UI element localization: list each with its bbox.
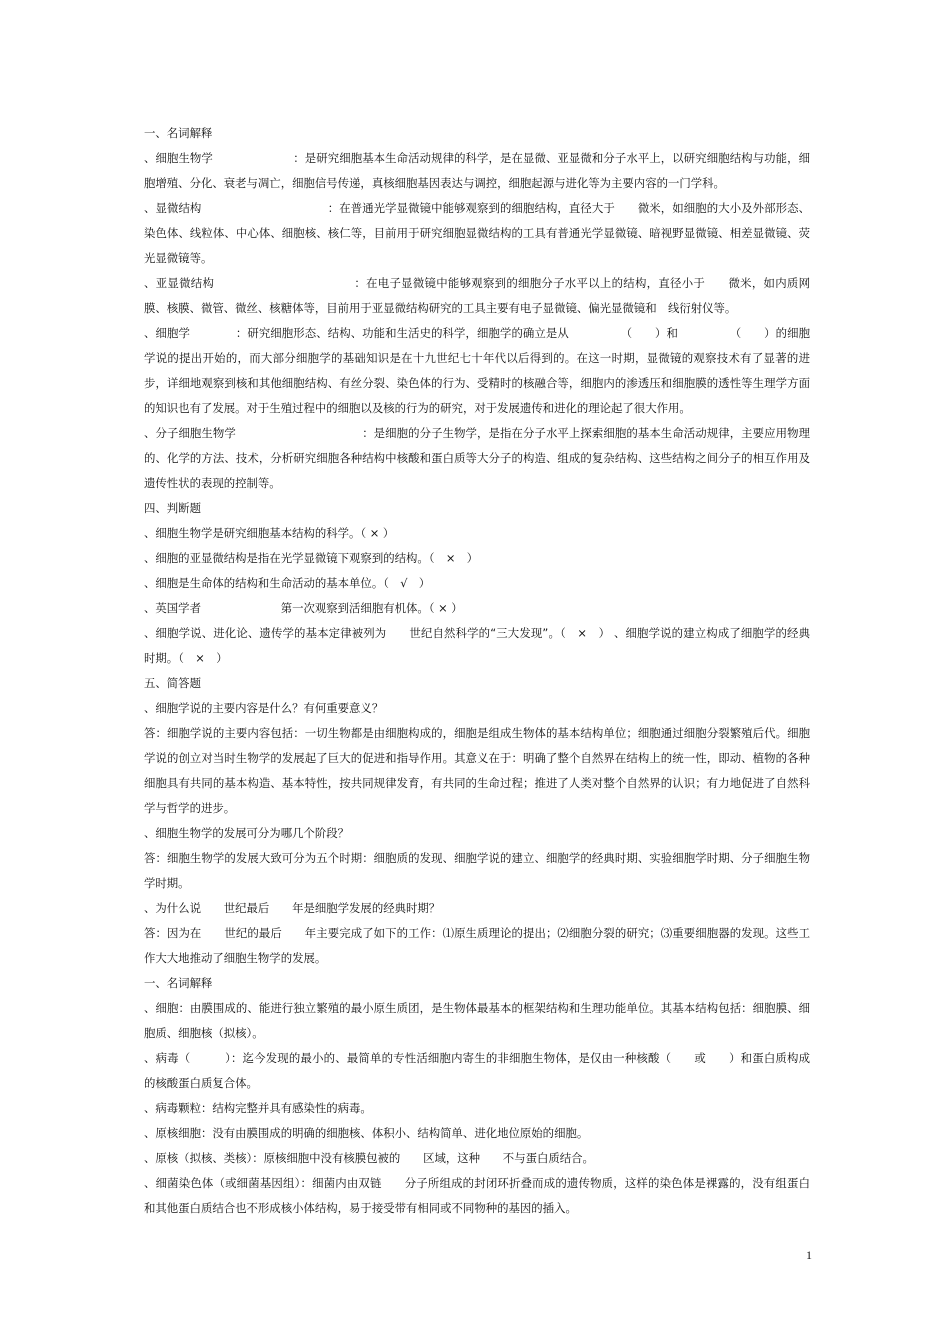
page-number: 1 (806, 1248, 812, 1262)
answer: 答：因为在 世纪的最后 年主要完成了如下的工作：⑴原生质理论的提出；⑵细胞分裂的研究；⑶重要细胞器的发现。这些工作大大地推动了细胞生物学的发展。 (144, 926, 810, 965)
answer: 答：细胞学说的主要内容包括：一切生物都是由细胞构成的，细胞是组成生物体的基本结构单位；细胞通过细胞分裂繁殖后代。细胞学说的创立对当时生物学的发展起了巨大的促进和指导作用。其意义在于：明确了整个自然界在结构上的统一性，即动、植物的各种细胞具有共同的基本构造、基本特性，按共同规律发育，有共同的生命过程；推进了人类对整个自然界的认识；有力地促进了自然科学与哲学的进步。 (144, 726, 810, 815)
definition-paragraph: 、原核（拟核、类核）：原核细胞中没有核膜包被的 区域，这种 不与蛋白质结合。 (144, 1151, 594, 1165)
section-heading: 一、名词解释 (144, 976, 213, 990)
question: 、为什么说 世纪最后 年是细胞学发展的经典时期？ (144, 901, 441, 915)
true-false-item: 、细胞是生命体的结构和生命活动的基本单位。（ √ ） (144, 576, 431, 590)
definition-paragraph: 、病毒（ ）：迄今发现的最小的、最简单的专性活细胞内寄生的非细胞生物体，是仅由一种核酸（ 或 ）和蛋白质构成的核酸蛋白质复合体。 (144, 1051, 810, 1090)
true-false-item: 、英国学者 第一次观察到活细胞有机体。（ × ） (144, 601, 463, 615)
true-false-item: 、细胞生物学是研究细胞基本结构的科学。（ × ） (144, 526, 395, 540)
question: 、细胞学说的主要内容是什么？有何重要意义？ (144, 701, 384, 715)
definition-paragraph: 、细胞学 ：研究细胞形态、结构、功能和生活史的科学，细胞学的确立是从 （ ）和 （ ）的细胞学说的提出开始的，而大部分细胞学的基础知识是在十九世纪七十年代以后得到的。在这一时期，显微镜的观察技术有了显著的进步，详细地观察到核和其他细胞结构、有丝分裂、染色体的行为、受精时的核融合等，细胞内的渗透压和细胞膜的透性等生理学方面的知识也有了发展。对于生殖过程中的细胞以及核的行为的研究，对于发展遗传和进化的理论起了很大作用。 (144, 326, 810, 415)
true-false-item: 、细胞的亚显微结构是指在光学显微镜下观察到的结构。（ × ） (144, 551, 479, 565)
section-heading: 四、判断题 (144, 501, 201, 515)
question: 、细胞生物学的发展可分为哪几个阶段？ (144, 826, 350, 840)
definition-paragraph: 、细胞生物学 ：是研究细胞基本生命活动规律的科学，是在显微、亚显微和分子水平上，以研究细胞结构与功能，细胞增殖、分化、衰老与凋亡，细胞信号传递，真核细胞基因表达与调控，细胞起源与进化等为主要内容的一门学科。 (144, 151, 810, 190)
section-heading: 一、名词解释 (144, 126, 213, 140)
true-false-item: 、细胞学说、进化论、遗传学的基本定律被列为 世纪自然科学的“三大发现”。（ × ） 、细胞学说的建立构成了细胞学的经典时期。（ × ） (144, 626, 810, 665)
definition-paragraph: 、原核细胞：没有由膜围成的明确的细胞核、体积小、结构简单、进化地位原始的细胞。 (144, 1126, 589, 1140)
definition-paragraph: 、分子细胞生物学 ：是细胞的分子生物学，是指在分子水平上探索细胞的基本生命活动规律，主要应用物理的、化学的方法、技术，分析研究细胞各种结构中核酸和蛋白质等大分子的构造、组成的复杂结构、这些结构之间分子的相互作用及遗传性状的表现的控制等。 (144, 426, 810, 490)
definition-paragraph: 、显微结构 ：在普通光学显微镜中能够观察到的细胞结构，直径大于 微米，如细胞的大小及外部形态、染色体、线粒体、中心体、细胞核、核仁等，目前用于研究细胞显微结构的工具有普通光学显微镜、暗视野显微镜、相差显微镜、荧光显微镜等。 (144, 201, 810, 265)
section-heading: 五、简答题 (144, 676, 201, 690)
definition-paragraph: 、细菌染色体（或细菌基因组）：细菌内由双链 分子所组成的封闭环折叠而成的遗传物质，这样的染色体是裸露的，没有组蛋白和其他蛋白质结合也不形成核小体结构，易于接受带有相同或不同物种的基因的插入。 (144, 1176, 810, 1215)
answer: 答：细胞生物学的发展大致可分为五个时期：细胞质的发现、细胞学说的建立、细胞学的经典时期、实验细胞学时期、分子细胞生物学时期。 (144, 851, 810, 890)
definition-paragraph: 、亚显微结构 ：在电子显微镜中能够观察到的细胞分子水平以上的结构，直径小于 微米，如内质网膜、核膜、微管、微丝、核糖体等，目前用于亚显微结构研究的工具主要有电子显微镜、偏光显微镜和 线衍射仪等。 (144, 276, 810, 315)
definition-paragraph: 、病毒颗粒：结构完整并具有感染性的病毒。 (144, 1101, 372, 1115)
definition-paragraph: 、细胞：由膜围成的、能进行独立繁殖的最小原生质团，是生物体最基本的框架结构和生理功能单位。其基本结构包括：细胞膜、细胞质、细胞核（拟核）。 (144, 1001, 810, 1040)
document-body (144, 121, 810, 1221)
